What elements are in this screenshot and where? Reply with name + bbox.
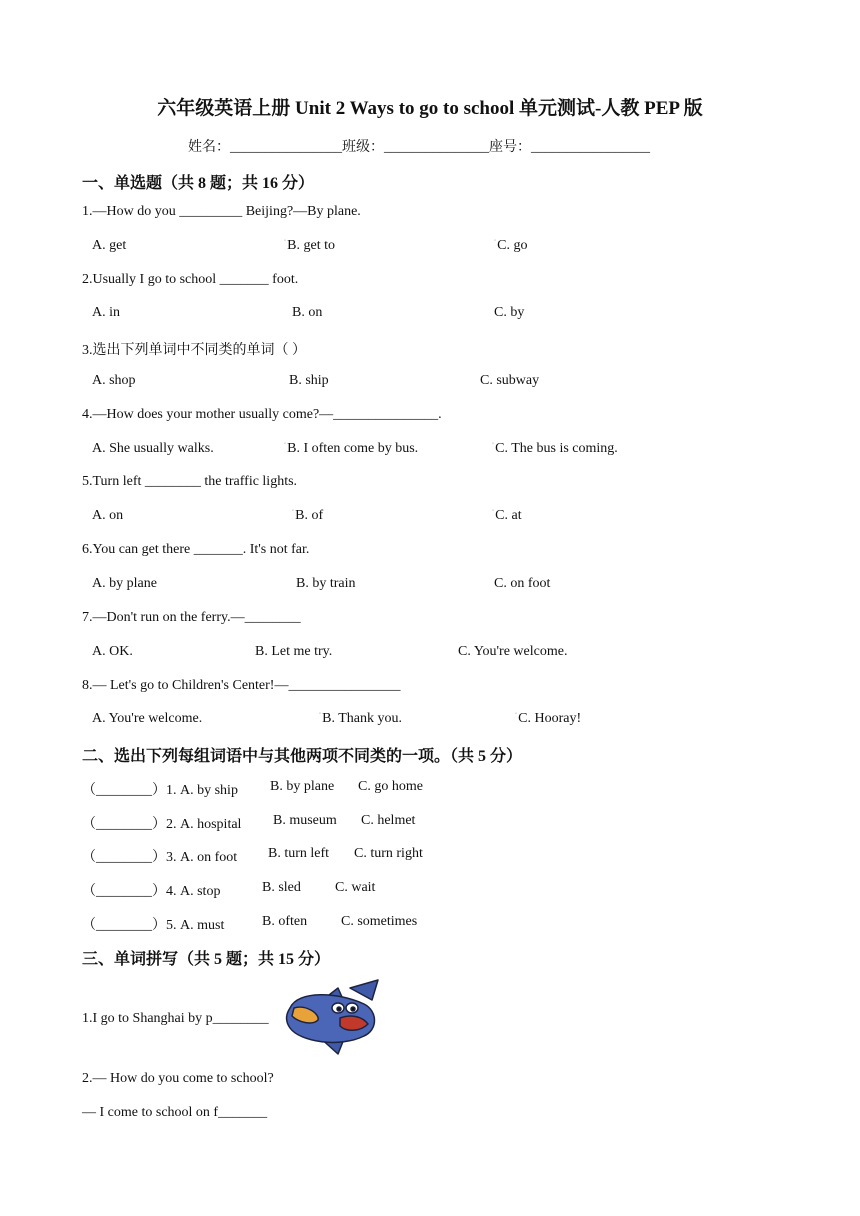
- group-item-2-option-b: B. museum: [273, 813, 337, 828]
- question-7-option-b: B. Let me try.: [255, 644, 333, 659]
- question-4-option-c: ◦C. The bus is coming.: [492, 441, 618, 456]
- group-item-3-option-b: B. turn left: [268, 846, 330, 861]
- student-info-line: 姓名：________________班级：_______________座号：_________________: [188, 140, 650, 155]
- spelling-question-1: 1.I go to Shanghai by p________: [82, 1011, 269, 1026]
- page-title: 六年级英语上册 Unit 2 Ways to go to school 单元测试-人教 PEP 版: [157, 98, 703, 119]
- question-5: 5.Turn left ________ the traffic lights.: [82, 474, 298, 489]
- question-8: 8.— Let's go to Children's Center!—________________: [82, 678, 401, 693]
- question-3-option-c: C. subway: [480, 373, 540, 388]
- group-item-1: （________）1. A. by ship: [82, 783, 238, 798]
- question-5-option-c: ◦C. at: [492, 508, 522, 523]
- group-item-3-option-c: C. turn right: [354, 846, 423, 861]
- question-4-option-a: A. She usually walks.: [92, 441, 214, 456]
- group-item-2: （________）2. A. hospital: [82, 817, 242, 832]
- section-3-heading: 三、单词拼写（共 5 题；共 15 分）: [82, 951, 331, 968]
- question-4: 4.—How does your mother usually come?—_______________.: [82, 407, 442, 422]
- question-6-option-a: A. by plane: [92, 576, 157, 591]
- group-item-1-option-c: C. go home: [358, 779, 423, 794]
- question-2-option-c: C. by: [494, 305, 525, 320]
- question-1-option-a: A. get: [92, 238, 127, 253]
- question-7-option-a: A. OK.: [92, 644, 133, 659]
- question-3-option-b: B. ship: [289, 373, 329, 388]
- group-item-4-option-c: C. wait: [335, 880, 376, 895]
- group-item-5-option-c: C. sometimes: [341, 914, 418, 929]
- group-item-5: （________）5. A. must: [82, 918, 225, 933]
- group-item-3: （________）3. A. on foot: [82, 850, 238, 865]
- question-1-option-b: ◦B. get to: [284, 238, 335, 253]
- question-3-option-a: A. shop: [92, 373, 136, 388]
- question-7-option-c: C. You're welcome.: [458, 644, 568, 659]
- group-item-1-option-b: B. by plane: [270, 779, 335, 794]
- plane-cartoon-icon: [280, 978, 384, 1058]
- question-6: 6.You can get there _______. It's not far.: [82, 542, 310, 557]
- spelling-question-2-line-2: — I come to school on f_______: [82, 1105, 268, 1120]
- question-6-option-b: B. by train: [296, 576, 356, 591]
- question-7: 7.—Don't run on the ferry.—________: [82, 610, 301, 625]
- question-4-option-b: ◦B. I often come by bus.: [284, 441, 419, 456]
- group-item-5-option-b: B. often: [262, 914, 308, 929]
- question-2-option-a: A. in: [92, 305, 120, 320]
- question-5-option-b: ◦B. of: [292, 508, 324, 523]
- question-2-option-b: B. on: [292, 305, 323, 320]
- question-1-option-c: ◦C. go: [494, 238, 528, 253]
- group-item-2-option-c: C. helmet: [361, 813, 416, 828]
- section-1-heading: 一、单选题（共 8 题；共 16 分）: [82, 175, 315, 192]
- question-8-option-b: ◦B. Thank you.: [319, 711, 402, 726]
- group-item-4-option-b: B. sled: [262, 880, 301, 895]
- group-item-4: （________）4. A. stop: [82, 884, 221, 899]
- spelling-question-2-line-1: 2.— How do you come to school?: [82, 1071, 274, 1086]
- question-1: 1.—How do you _________ Beijing?—By plane.: [82, 204, 361, 219]
- question-3: 3.选出下列单词中不同类的单词（ ）: [82, 343, 306, 358]
- section-2-heading: 二、选出下列每组词语中与其他两项不同类的一项。（共 5 分）: [82, 748, 523, 765]
- question-6-option-c: C. on foot: [494, 576, 551, 591]
- question-2: 2.Usually I go to school _______ foot.: [82, 272, 299, 287]
- question-5-option-a: A. on: [92, 508, 124, 523]
- question-8-option-c: ◦C. Hooray!: [515, 711, 582, 726]
- question-8-option-a: A. You're welcome.: [92, 711, 203, 726]
